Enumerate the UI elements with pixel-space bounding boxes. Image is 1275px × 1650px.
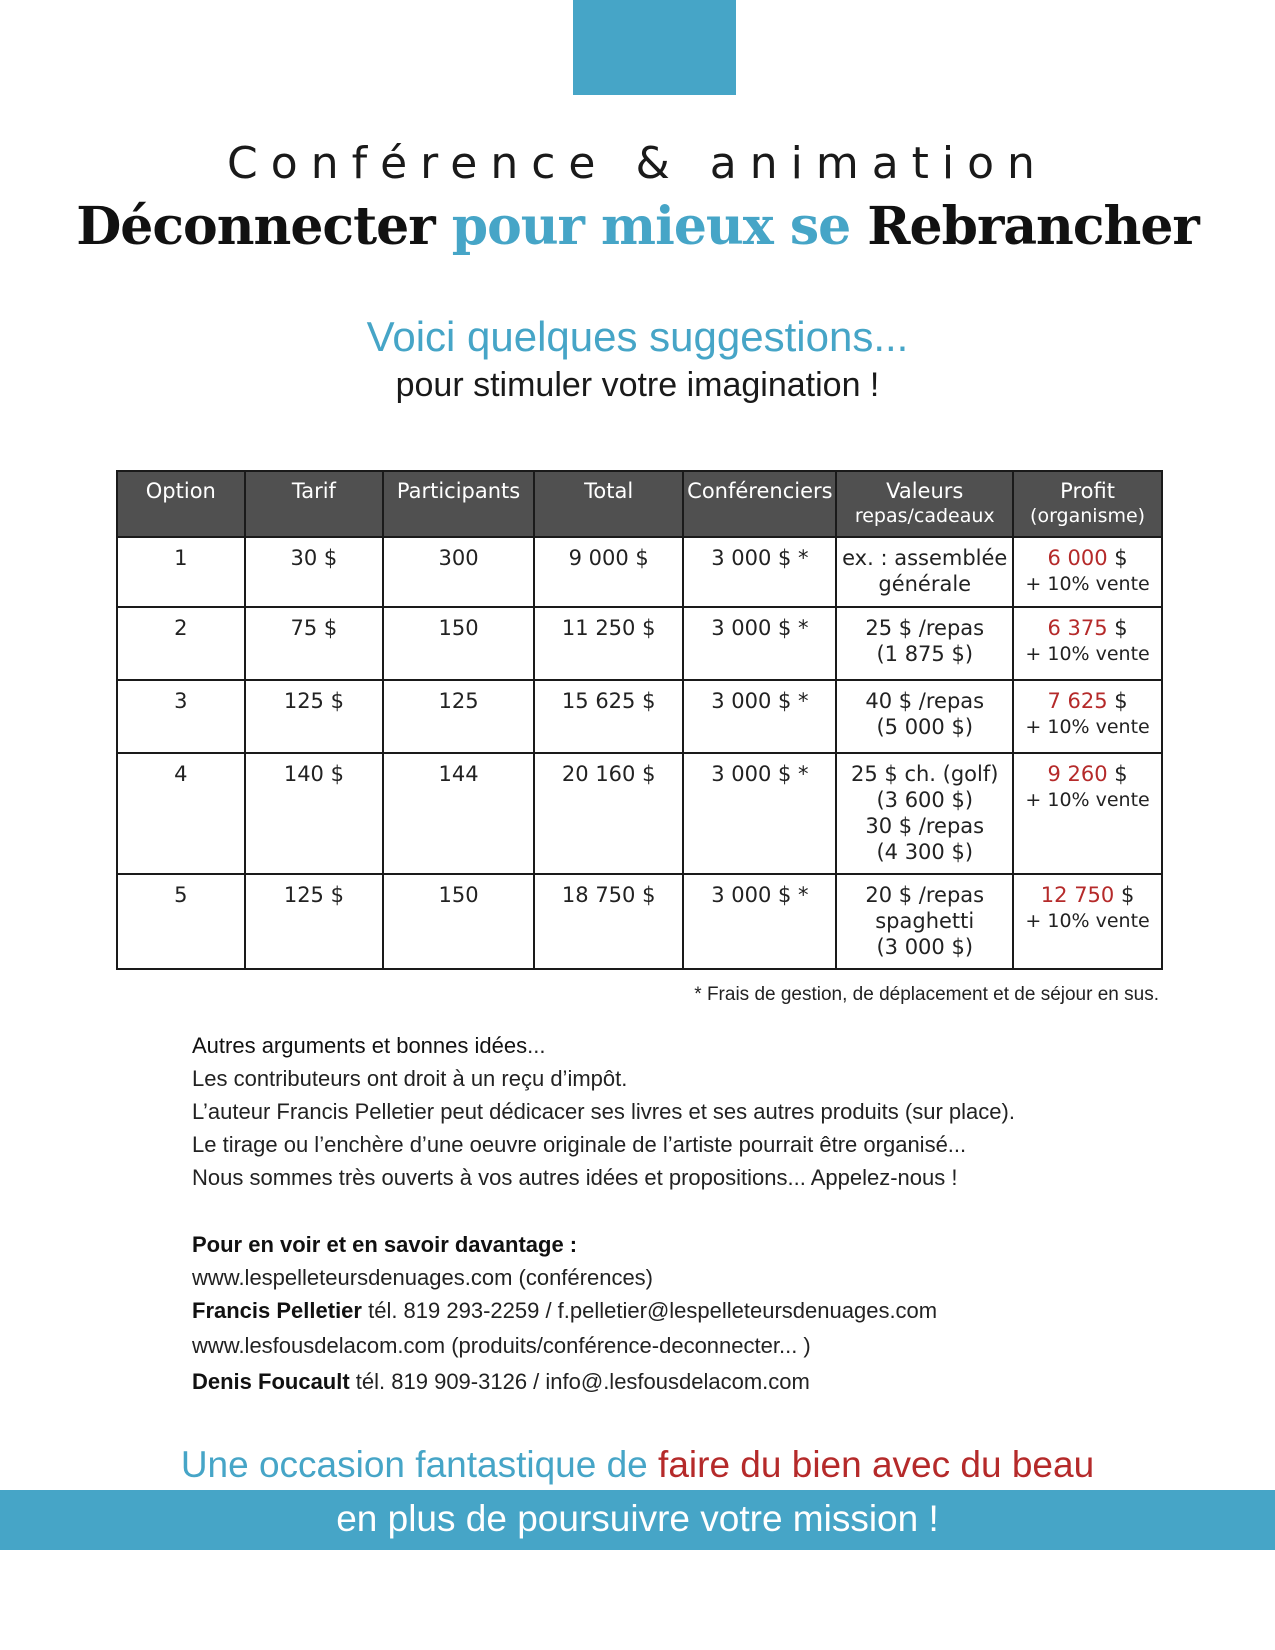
- cell-participants: 150: [383, 607, 534, 680]
- profit-amount: [1014, 882, 1161, 908]
- cell-valeurs: [836, 607, 1013, 680]
- cell-total: 18 750 $: [534, 874, 683, 969]
- cell-total: 20 160 $: [534, 753, 683, 874]
- table-footnote: * Frais de gestion, de déplacement et de séjour en sus.: [694, 984, 1159, 1005]
- contact-name: Denis Foucault: [192, 1369, 350, 1394]
- website-link-conferences[interactable]: www.lespelleteursdenuages.com (conférences): [192, 1265, 654, 1290]
- profit-value: 7 625: [1047, 689, 1108, 713]
- cell-tarif: 75 $: [245, 607, 383, 680]
- cell-total: 15 625 $: [534, 680, 683, 753]
- cell-conferenciers: 3 000 $ *: [683, 874, 836, 969]
- arguments-heading: [192, 1029, 1015, 1062]
- title-part-2: pour mieux se: [451, 196, 851, 257]
- contact-section: [192, 1228, 937, 1398]
- cell-tarif: 125 $: [245, 680, 383, 753]
- argument-line: Nous sommes très ouverts à vos autres idées et propositions... Appelez-nous !: [192, 1165, 958, 1190]
- table-row: [117, 753, 1162, 874]
- cell-conferenciers: 3 000 $ *: [683, 537, 836, 607]
- valeurs-line: 25 $ ch. (golf): [851, 762, 999, 786]
- cell-total: 9 000 $: [534, 537, 683, 607]
- valeurs-line: ex. : assemblée: [842, 546, 1008, 570]
- cell-valeurs: [836, 537, 1013, 607]
- cell-participants: 144: [383, 753, 534, 874]
- footer-band: en plus de poursuivre votre mission !: [0, 1490, 1275, 1550]
- valeurs-line: (3 000 $): [876, 935, 974, 959]
- conference-subtitle: Conférence & animation: [227, 138, 1048, 189]
- cell-option: 1: [117, 537, 245, 607]
- profit-note: + 10% vente: [1025, 716, 1150, 738]
- profit-unit: $: [1107, 762, 1128, 786]
- profit-note: + 10% vente: [1025, 643, 1150, 665]
- profit-unit: $: [1107, 689, 1128, 713]
- table-row: [117, 537, 1162, 607]
- cell-total: 11 250 $: [534, 607, 683, 680]
- profit-value: 6 375: [1047, 616, 1108, 640]
- title-part-1: Déconnecter: [76, 196, 452, 257]
- argument-line: Les contributeurs ont droit à un reçu d’impôt.: [192, 1066, 628, 1091]
- valeurs-line: (4 300 $): [876, 840, 974, 864]
- arguments-heading-suffix: ...: [527, 1033, 546, 1058]
- table-row: [117, 680, 1162, 753]
- header-tarif: Tarif: [245, 471, 383, 537]
- cell-profit: [1013, 874, 1162, 969]
- cell-profit: [1013, 753, 1162, 874]
- header-profit: [1013, 471, 1162, 537]
- table-row: [117, 874, 1162, 969]
- page-title: [0, 196, 1275, 257]
- header-profit-main: Profit: [1060, 479, 1115, 503]
- cell-profit: [1013, 680, 1162, 753]
- cell-option: 5: [117, 874, 245, 969]
- valeurs-line: (3 600 $): [876, 788, 974, 812]
- suggestions-subheading: pour stimuler votre imagination !: [395, 366, 880, 404]
- contact-heading-text: Pour en voir et en savoir davantage :: [192, 1232, 578, 1257]
- profit-note: + 10% vente: [1025, 789, 1150, 811]
- website-link-produits[interactable]: www.lesfousdelacom.com (produits/conférence-deconnecter... ): [192, 1333, 811, 1358]
- cell-conferenciers: 3 000 $ *: [683, 753, 836, 874]
- cell-participants: 150: [383, 874, 534, 969]
- header-participants: Participants: [383, 471, 534, 537]
- profit-value: 12 750: [1040, 883, 1115, 907]
- cell-profit: [1013, 607, 1162, 680]
- header-profit-sub: (organisme): [1030, 505, 1146, 527]
- contact-denis: [192, 1365, 937, 1398]
- profit-value: 6 000: [1047, 546, 1108, 570]
- cell-profit: [1013, 537, 1162, 607]
- profit-unit: $: [1114, 883, 1135, 907]
- tagline-part-1: Une occasion fantastique de: [180, 1444, 659, 1485]
- cell-conferenciers: 3 000 $ *: [683, 607, 836, 680]
- header-total: Total: [534, 471, 683, 537]
- valeurs-line: générale: [878, 572, 972, 596]
- cell-conferenciers: 3 000 $ *: [683, 680, 836, 753]
- cell-option: 2: [117, 607, 245, 680]
- argument-line: L’auteur Francis Pelletier peut dédicacer ses livres et ses autres produits (sur place).: [192, 1099, 1015, 1124]
- profit-amount: [1014, 545, 1161, 571]
- cell-participants: 300: [383, 537, 534, 607]
- valeurs-line: 30 $ /repas: [865, 814, 985, 838]
- cell-participants: 125: [383, 680, 534, 753]
- valeurs-line: 25 $ /repas: [865, 616, 985, 640]
- header-valeurs-main: Valeurs: [886, 479, 964, 503]
- contact-info[interactable]: tél. 819 293-2259 / f.pelletier@lespelleteursdenuages.com: [361, 1298, 938, 1323]
- valeurs-line: (1 875 $): [876, 642, 974, 666]
- suggestions-heading: Voici quelques suggestions...: [366, 313, 909, 360]
- table-row: [117, 607, 1162, 680]
- cell-tarif: 125 $: [245, 874, 383, 969]
- contact-name: Francis Pelletier: [192, 1298, 362, 1323]
- valeurs-line: 40 $ /repas: [865, 689, 985, 713]
- profit-unit: $: [1107, 616, 1128, 640]
- pricing-table: [116, 470, 1163, 970]
- profit-value: 9 260: [1047, 762, 1108, 786]
- argument-line: Le tirage ou l’enchère d’une oeuvre originale de l’artiste pourrait être organisé...: [192, 1132, 967, 1157]
- top-accent-block: [573, 0, 736, 95]
- arguments-section: [192, 1029, 1015, 1194]
- table-header-row: [117, 471, 1162, 537]
- profit-note: + 10% vente: [1025, 910, 1150, 932]
- tagline-part-2: faire du bien avec du beau: [658, 1444, 1095, 1485]
- valeurs-line: 20 $ /repas: [865, 883, 985, 907]
- header-valeurs-sub: repas/cadeaux: [854, 505, 995, 527]
- arguments-heading-text: Autres arguments et bonnes idées: [192, 1033, 528, 1058]
- cell-tarif: 30 $: [245, 537, 383, 607]
- contact-francis: [192, 1294, 937, 1327]
- valeurs-line: spaghetti: [875, 909, 975, 933]
- profit-unit: $: [1107, 546, 1128, 570]
- contact-heading: [192, 1228, 937, 1261]
- title-part-3: Rebrancher: [850, 196, 1199, 257]
- cell-tarif: 140 $: [245, 753, 383, 874]
- cell-valeurs: [836, 874, 1013, 969]
- header-conferenciers: Conférenciers: [683, 471, 836, 537]
- header-valeurs: [836, 471, 1013, 537]
- cell-option: 4: [117, 753, 245, 874]
- profit-amount: [1014, 761, 1161, 787]
- tagline: [0, 1444, 1275, 1486]
- cell-option: 3: [117, 680, 245, 753]
- cell-valeurs: [836, 680, 1013, 753]
- profit-note: + 10% vente: [1025, 573, 1150, 595]
- contact-info[interactable]: tél. 819 909-3126 / info@.lesfousdelacom.com: [349, 1369, 810, 1394]
- profit-amount: [1014, 688, 1161, 714]
- cell-valeurs: [836, 753, 1013, 874]
- profit-amount: [1014, 615, 1161, 641]
- header-option: Option: [117, 471, 245, 537]
- valeurs-line: (5 000 $): [876, 715, 974, 739]
